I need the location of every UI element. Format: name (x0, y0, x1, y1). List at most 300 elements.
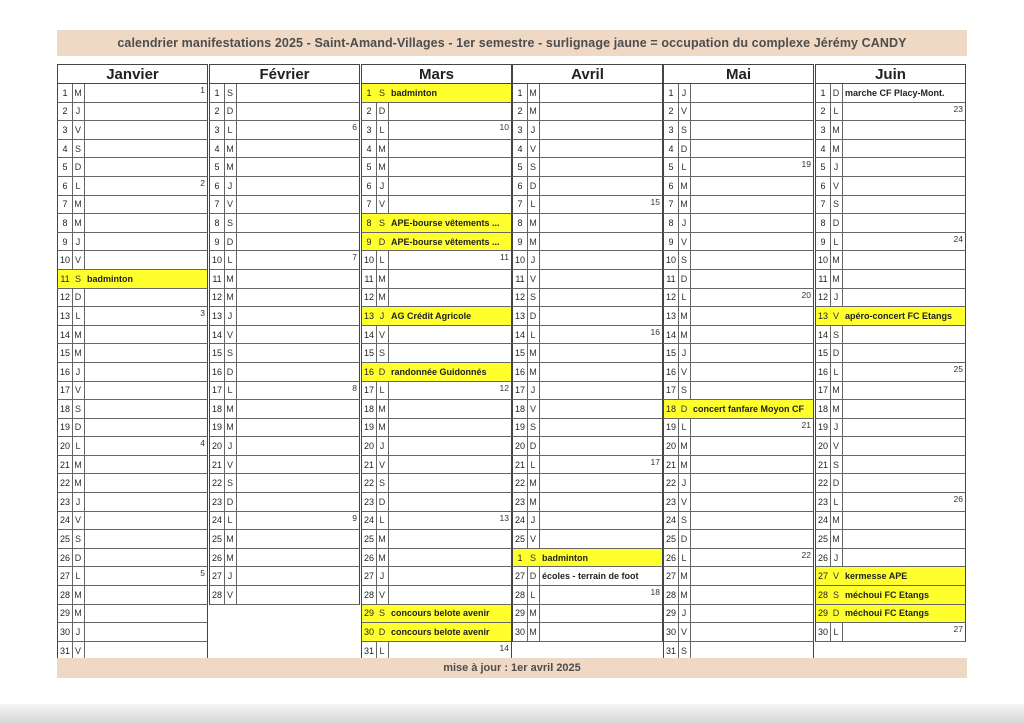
weekday-letter: M (527, 233, 540, 251)
day-row (361, 437, 512, 456)
event-label: méchoui FC Etangs (842, 605, 965, 623)
day-row (512, 326, 663, 345)
event-label (84, 196, 207, 214)
event-label (539, 512, 662, 530)
event-label (84, 512, 207, 530)
day-number: 14 (513, 326, 528, 344)
day-row (663, 214, 814, 233)
event-label (842, 419, 965, 437)
day-number: 30 (58, 623, 73, 641)
month-column-fevrier (209, 64, 360, 605)
day-row (815, 103, 966, 122)
event-label: badminton (84, 270, 207, 288)
event-label (388, 549, 511, 567)
weekday-letter: V (527, 400, 540, 418)
event-label (842, 363, 965, 381)
weekday-letter: S (72, 400, 85, 418)
day-row (815, 251, 966, 270)
day-row (663, 586, 814, 605)
weekday-letter: S (376, 84, 389, 102)
day-row (361, 382, 512, 401)
day-number: 2 (664, 103, 679, 121)
event-label (539, 307, 662, 325)
weekday-letter: D (830, 84, 843, 102)
weekday-letter: L (72, 567, 85, 585)
day-row (512, 437, 663, 456)
event-label: APE-bourse vêtements ... (388, 233, 511, 251)
day-number: 2 (513, 103, 528, 121)
day-number: 9 (513, 233, 528, 251)
day-number: 19 (362, 419, 377, 437)
event-label (690, 567, 813, 585)
day-row (209, 251, 360, 270)
event-label (690, 419, 813, 437)
weekday-letter: S (224, 84, 237, 102)
weekday-letter: M (72, 605, 85, 623)
day-number: 16 (664, 363, 679, 381)
event-label (84, 344, 207, 362)
day-row (663, 344, 814, 363)
day-number: 10 (210, 251, 225, 269)
event-label (388, 270, 511, 288)
day-row (57, 158, 208, 177)
event-label (84, 158, 207, 176)
day-number: 21 (664, 456, 679, 474)
weekday-letter: S (527, 419, 540, 437)
weekday-letter: D (224, 493, 237, 511)
week-number: 4 (200, 438, 205, 449)
day-row (512, 456, 663, 475)
weekday-letter: S (678, 382, 691, 400)
event-label (539, 344, 662, 362)
day-number: 18 (816, 400, 831, 418)
weekday-letter: M (72, 344, 85, 362)
day-row (57, 493, 208, 512)
weekday-letter: V (376, 196, 389, 214)
day-number: 15 (58, 344, 73, 362)
weekday-letter: S (527, 158, 540, 176)
day-number: 26 (58, 549, 73, 567)
event-label (236, 307, 359, 325)
weekday-letter: V (678, 363, 691, 381)
day-number: 9 (210, 233, 225, 251)
weekday-letter: M (376, 289, 389, 307)
event-label (236, 140, 359, 158)
event-label (539, 437, 662, 455)
weekday-letter: L (830, 493, 843, 511)
weekday-letter: M (830, 530, 843, 548)
day-row (209, 456, 360, 475)
weekday-letter: M (830, 270, 843, 288)
day-row (815, 419, 966, 438)
event-label (388, 474, 511, 492)
event-label (388, 456, 511, 474)
day-number: 31 (664, 642, 679, 660)
event-row (361, 307, 512, 326)
day-row (512, 270, 663, 289)
weekday-letter: L (224, 251, 237, 269)
weekday-letter: L (224, 382, 237, 400)
day-number: 21 (513, 456, 528, 474)
weekday-letter: D (830, 344, 843, 362)
event-label (236, 214, 359, 232)
day-row (361, 567, 512, 586)
day-number: 12 (664, 289, 679, 307)
day-number: 6 (362, 177, 377, 195)
day-row (815, 437, 966, 456)
day-row (512, 251, 663, 270)
weekday-letter: S (830, 456, 843, 474)
week-number: 21 (801, 419, 811, 430)
week-number: 3 (200, 308, 205, 319)
month-header: Avril (512, 64, 663, 84)
event-label (690, 605, 813, 623)
weekday-letter: D (527, 567, 540, 585)
event-label (84, 84, 207, 102)
day-number: 7 (816, 196, 831, 214)
event-label (388, 326, 511, 344)
weekday-letter: M (678, 196, 691, 214)
weekday-letter: M (527, 363, 540, 381)
weekday-letter: S (224, 344, 237, 362)
day-row (209, 530, 360, 549)
event-label (690, 642, 813, 660)
day-number: 14 (362, 326, 377, 344)
event-label (842, 493, 965, 511)
day-row (57, 84, 208, 103)
month-header: Janvier (57, 64, 208, 84)
day-row (57, 251, 208, 270)
event-label (236, 437, 359, 455)
day-row (209, 344, 360, 363)
weekday-letter: V (830, 177, 843, 195)
day-row (512, 84, 663, 103)
day-number: 21 (362, 456, 377, 474)
day-row (663, 382, 814, 401)
event-label (236, 549, 359, 567)
weekday-letter: V (678, 233, 691, 251)
day-row (815, 400, 966, 419)
day-row (512, 493, 663, 512)
event-label (236, 270, 359, 288)
day-number: 7 (513, 196, 528, 214)
event-label (388, 251, 511, 269)
event-row (361, 605, 512, 624)
event-label (690, 326, 813, 344)
day-number: 13 (210, 307, 225, 325)
day-number: 9 (816, 233, 831, 251)
day-number: 9 (362, 233, 377, 251)
day-number: 8 (58, 214, 73, 232)
day-number: 5 (513, 158, 528, 176)
day-number: 23 (210, 493, 225, 511)
weekday-letter: J (72, 363, 85, 381)
day-row (663, 530, 814, 549)
day-number: 27 (210, 567, 225, 585)
day-number: 25 (362, 530, 377, 548)
day-number: 14 (816, 326, 831, 344)
day-row (57, 530, 208, 549)
weekday-letter: J (830, 549, 843, 567)
weekday-letter: D (830, 214, 843, 232)
weekday-letter: M (224, 270, 237, 288)
day-row (512, 382, 663, 401)
day-number: 16 (58, 363, 73, 381)
day-row (663, 326, 814, 345)
weekday-letter: S (72, 270, 85, 288)
day-number: 8 (513, 214, 528, 232)
weekday-letter: L (527, 326, 540, 344)
week-number: 12 (499, 382, 509, 393)
day-row (512, 512, 663, 531)
weekday-letter: M (527, 103, 540, 121)
event-label (842, 177, 965, 195)
day-number: 10 (816, 251, 831, 269)
month-column-mars (361, 64, 512, 660)
event-row (57, 270, 208, 289)
weekday-letter: S (376, 214, 389, 232)
weekday-letter: L (376, 512, 389, 530)
day-row (361, 103, 512, 122)
day-number: 10 (664, 251, 679, 269)
event-label (84, 605, 207, 623)
day-row (663, 121, 814, 140)
event-label (84, 363, 207, 381)
event-label (842, 382, 965, 400)
event-label (236, 493, 359, 511)
weekday-letter: D (72, 549, 85, 567)
weekday-letter: V (830, 437, 843, 455)
event-label (388, 493, 511, 511)
event-label: concours belote avenir (388, 605, 511, 623)
weekday-letter: J (72, 623, 85, 641)
weekday-letter: J (224, 437, 237, 455)
event-label (236, 567, 359, 585)
day-row (663, 289, 814, 308)
event-label (388, 530, 511, 548)
event-label (388, 642, 511, 660)
event-label: apéro-concert FC Etangs (842, 307, 965, 325)
month-header: Février (209, 64, 360, 84)
weekday-letter: M (678, 586, 691, 604)
month-header: Mars (361, 64, 512, 84)
day-list (663, 84, 814, 660)
day-number: 19 (58, 419, 73, 437)
day-row (57, 140, 208, 159)
day-row (209, 326, 360, 345)
day-number: 26 (816, 549, 831, 567)
day-row (512, 177, 663, 196)
day-number: 1 (816, 84, 831, 102)
event-row (815, 84, 966, 103)
weekday-letter: J (678, 474, 691, 492)
weekday-letter: L (527, 586, 540, 604)
event-label (690, 177, 813, 195)
event-row (512, 567, 663, 586)
event-label (84, 307, 207, 325)
weekday-letter: M (376, 549, 389, 567)
day-row (361, 512, 512, 531)
weekday-letter: J (72, 493, 85, 511)
weekday-letter: D (72, 419, 85, 437)
day-number: 6 (816, 177, 831, 195)
day-number: 2 (362, 103, 377, 121)
week-number: 13 (499, 512, 509, 523)
day-row (815, 456, 966, 475)
event-row (512, 549, 663, 568)
event-label (539, 605, 662, 623)
weekday-letter: V (72, 121, 85, 139)
day-number: 4 (664, 140, 679, 158)
event-label (539, 474, 662, 492)
weekday-letter: D (376, 363, 389, 381)
day-row (361, 289, 512, 308)
weekday-letter: M (830, 140, 843, 158)
day-number: 13 (816, 307, 831, 325)
day-row (361, 474, 512, 493)
day-row (361, 326, 512, 345)
day-row (209, 437, 360, 456)
day-number: 19 (513, 419, 528, 437)
day-number: 10 (362, 251, 377, 269)
event-label (236, 251, 359, 269)
day-number: 23 (513, 493, 528, 511)
day-row (815, 382, 966, 401)
weekday-letter: D (376, 103, 389, 121)
event-row (815, 567, 966, 586)
day-row (209, 233, 360, 252)
day-row (361, 549, 512, 568)
event-label (690, 344, 813, 362)
weekday-letter: M (224, 419, 237, 437)
weekday-letter: S (376, 605, 389, 623)
event-label (84, 474, 207, 492)
day-number: 8 (664, 214, 679, 232)
day-number: 12 (816, 289, 831, 307)
event-label (388, 121, 511, 139)
day-number: 19 (816, 419, 831, 437)
day-number: 4 (210, 140, 225, 158)
day-row (815, 121, 966, 140)
day-number: 15 (362, 344, 377, 362)
day-number: 27 (58, 567, 73, 585)
day-row (209, 419, 360, 438)
day-number: 3 (513, 121, 528, 139)
event-label (236, 512, 359, 530)
event-label (539, 251, 662, 269)
weekday-letter: L (678, 419, 691, 437)
event-label (842, 474, 965, 492)
event-label (842, 158, 965, 176)
day-row (57, 289, 208, 308)
weekday-letter: M (830, 121, 843, 139)
event-label (842, 549, 965, 567)
day-list (57, 84, 208, 660)
event-label (842, 530, 965, 548)
event-label (842, 214, 965, 232)
day-number: 18 (664, 400, 679, 418)
day-row (361, 251, 512, 270)
day-number: 15 (210, 344, 225, 362)
day-number: 1 (513, 84, 528, 102)
event-label (84, 289, 207, 307)
day-row (209, 103, 360, 122)
day-number: 16 (513, 363, 528, 381)
day-row (663, 512, 814, 531)
weekday-letter: V (830, 307, 843, 325)
weekday-letter: V (678, 623, 691, 641)
weekday-letter: L (830, 363, 843, 381)
weekday-letter: J (376, 437, 389, 455)
day-number: 21 (58, 456, 73, 474)
weekday-letter: D (527, 307, 540, 325)
day-row (663, 84, 814, 103)
event-label (84, 251, 207, 269)
day-number: 23 (816, 493, 831, 511)
day-row (209, 474, 360, 493)
event-label (84, 233, 207, 251)
month-column-mai (663, 64, 814, 660)
weekday-letter: M (376, 530, 389, 548)
day-number: 20 (58, 437, 73, 455)
weekday-letter: J (678, 84, 691, 102)
day-number: 11 (664, 270, 679, 288)
event-label (84, 177, 207, 195)
event-label (690, 474, 813, 492)
day-number: 13 (513, 307, 528, 325)
day-number: 2 (816, 103, 831, 121)
day-row (663, 549, 814, 568)
day-row (663, 140, 814, 159)
event-label: AG Crédit Agricole (388, 307, 511, 325)
day-number: 27 (816, 567, 831, 585)
weekday-letter: L (830, 623, 843, 641)
weekday-letter: S (376, 344, 389, 362)
weekday-letter: L (224, 512, 237, 530)
weekday-letter: M (72, 474, 85, 492)
weekday-letter: M (224, 400, 237, 418)
day-row (512, 233, 663, 252)
event-label (388, 437, 511, 455)
day-number: 29 (513, 605, 528, 623)
event-label (388, 103, 511, 121)
weekday-letter: M (678, 177, 691, 195)
event-label (690, 456, 813, 474)
event-label (236, 233, 359, 251)
weekday-letter: V (527, 270, 540, 288)
weekday-letter: L (678, 289, 691, 307)
event-label (388, 382, 511, 400)
day-number: 28 (210, 586, 225, 604)
day-row (209, 382, 360, 401)
day-number: 25 (816, 530, 831, 548)
day-number: 7 (58, 196, 73, 214)
day-row (57, 474, 208, 493)
event-label (842, 196, 965, 214)
event-label (842, 344, 965, 362)
weekday-letter: L (72, 307, 85, 325)
event-label (539, 233, 662, 251)
event-label (690, 307, 813, 325)
weekday-letter: J (678, 214, 691, 232)
day-number: 18 (58, 400, 73, 418)
day-row (663, 493, 814, 512)
event-label (388, 177, 511, 195)
day-number: 2 (58, 103, 73, 121)
event-label (236, 326, 359, 344)
month-header: Juin (815, 64, 966, 84)
day-row (512, 344, 663, 363)
